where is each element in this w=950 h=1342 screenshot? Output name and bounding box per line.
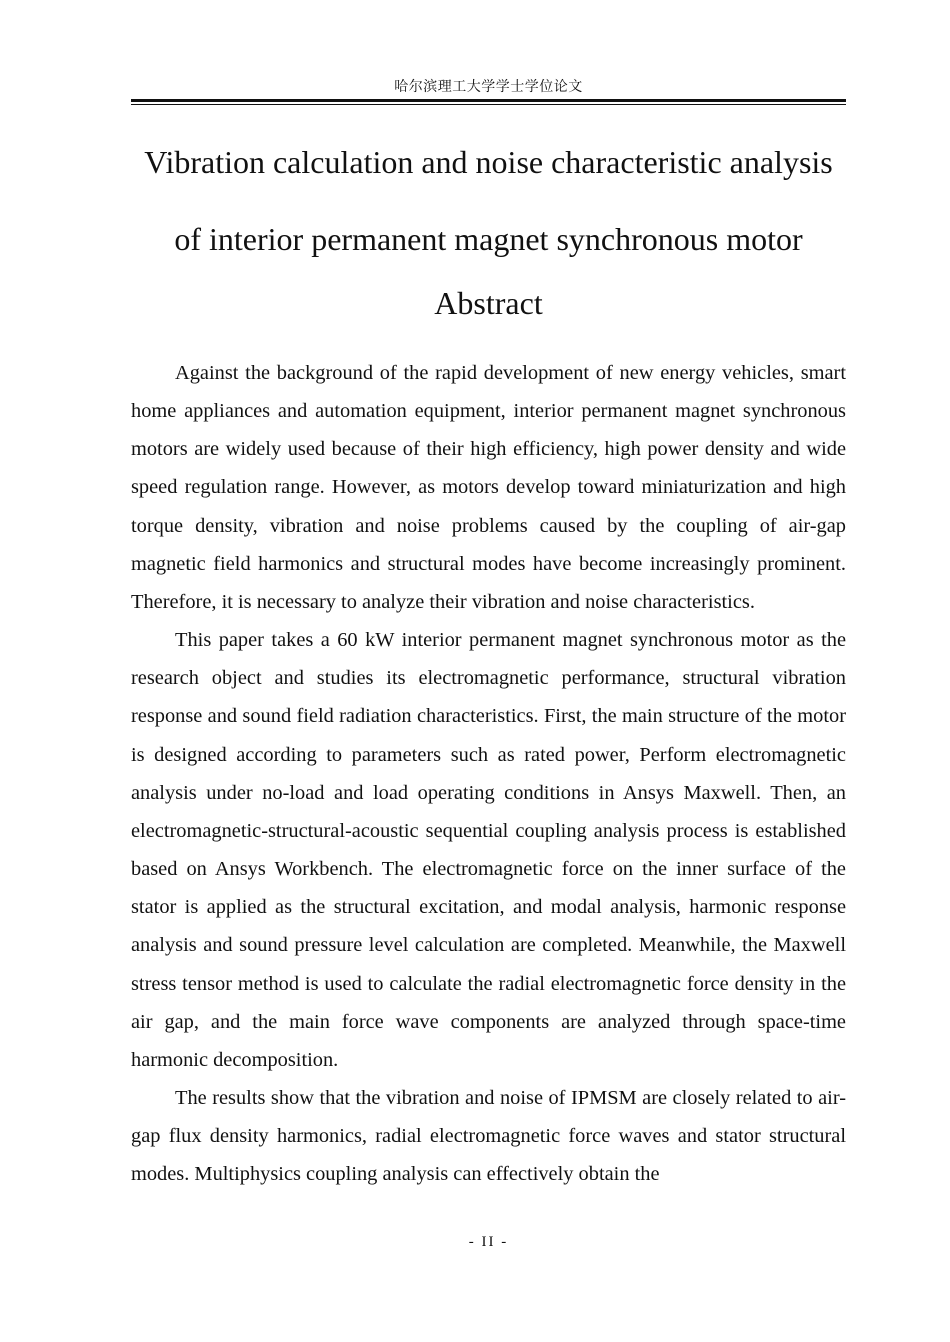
- thesis-title: [120, 124, 857, 278]
- thesis-title-line-2: of interior permanent magnet synchronous motor: [174, 221, 803, 257]
- abstract-paragraph-3: The results show that the vibration and noise of IPMSM are closely related to air-gap flux density harmonics, radial electromagnetic force waves and stator structural modes. Multiphysics coupling analysis can effectively obtain the: [131, 1086, 846, 1186]
- abstract-heading: Abstract: [434, 285, 543, 321]
- page-number: - II -: [468, 1234, 509, 1250]
- header-rule-thin: [131, 104, 846, 105]
- abstract-paragraph-1: Against the background of the rapid development of new energy vehicles, smart home appliances and automation equipment, interior permanent magnet synchronous motors are widely used because of their high efficiency, high power density and wide speed regulation range. However, as motors develop toward miniaturization and high torque density, vibration and noise problems caused by the coupling of air-gap magnetic field harmonics and structural modes have become increasingly prominent. Therefore, it is necessary to analyze their vibration and noise characteristics.: [131, 362, 846, 613]
- abstract-paragraph-2: This paper takes a 60 kW interior permanent magnet synchronous motor as the research object and studies its electromagnetic performance, structural vibration response and sound field radiation characteristics. First, the main structure of the motor is designed according to parameters such as rated power, Perform electromagnetic analysis under no-load and load operating conditions in Ansys Maxwell. Then, an electromagnetic-structural-acoustic sequential coupling analysis process is established based on Ansys Workbench. The electromagnetic force on the inner surface of the stator is applied as the structural excitation, and modal analysis, harmonic response analysis and sound pressure level calculation are completed. Meanwhile, the Maxwell stress tensor method is used to calculate the radial electromagnetic force density in the air gap, and the main force wave components are analyzed through space-time harmonic decomposition.: [131, 629, 846, 1071]
- header-rule-thick: [131, 99, 846, 102]
- thesis-title-line-1: Vibration calculation and noise characteristic analysis: [144, 144, 833, 180]
- running-header: 哈尔滨理工大学学士学位论文: [394, 79, 583, 95]
- abstract-body: [131, 354, 846, 1193]
